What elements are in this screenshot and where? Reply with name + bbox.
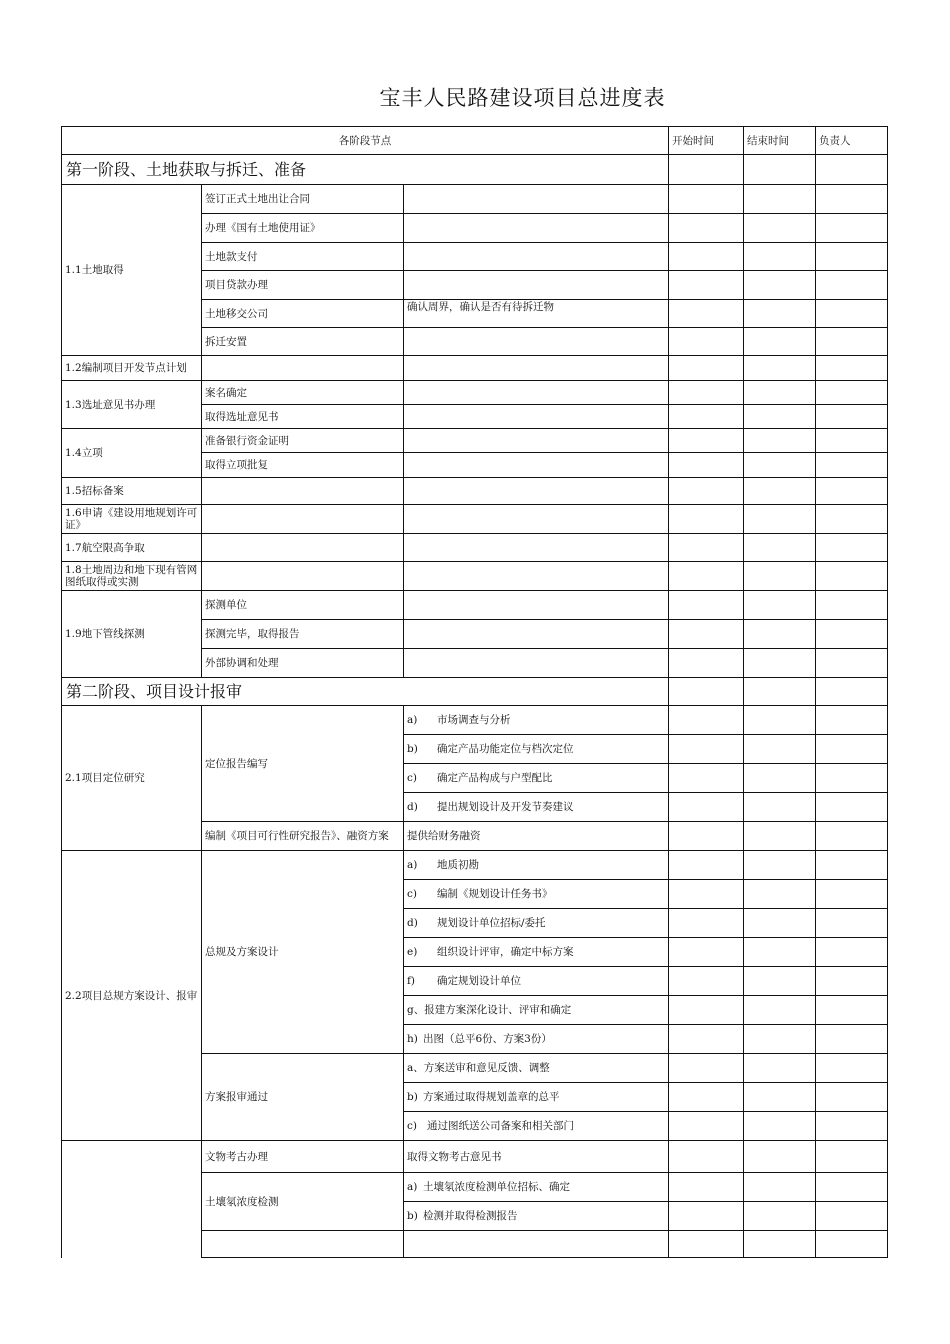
table-row — [62, 562, 888, 591]
page-title: 宝丰人民路建设项目总进度表 — [379, 86, 666, 110]
task-item: 提供给财务融资 — [404, 822, 669, 851]
task-item: f) 确定规划设计单位 — [404, 967, 669, 996]
table-row — [62, 381, 888, 405]
table-row — [62, 534, 888, 562]
header-node: 各阶段节点 — [62, 127, 669, 155]
header-end: 结束时间 — [744, 127, 816, 155]
task-label: 探测单位 — [202, 591, 404, 620]
task-item: a) 地质初勘 — [404, 851, 669, 880]
section-label: 2.1项目定位研究 — [62, 706, 202, 851]
section-label: 1.3选址意见书办理 — [62, 381, 202, 429]
task-item: g、报建方案深化设计、评审和确定 — [404, 996, 669, 1025]
task-label: 拆迁安置 — [202, 328, 404, 356]
section-label: 1.7航空限高争取 — [62, 534, 202, 562]
task-item: d) 规划设计单位招标/委托 — [404, 909, 669, 938]
sub-section-label: 总规及方案设计 — [202, 851, 404, 1054]
section-label — [62, 1141, 202, 1258]
table-row — [62, 356, 888, 381]
section-label: 1.6申请《建设用地规划许可证》 — [62, 505, 202, 534]
task-label: 取得立项批复 — [202, 453, 404, 478]
task-item: b) 方案通过取得规划盖章的总平 — [404, 1083, 669, 1112]
header-owner: 负责人 — [816, 127, 888, 155]
stage-title: 第二阶段、项目设计报审 — [62, 678, 669, 706]
task-label: 取得选址意见书 — [202, 405, 404, 429]
task-label: 准备银行资金证明 — [202, 429, 404, 453]
task-item: b) 检测并取得检测报告 — [404, 1202, 669, 1231]
section-label: 1.9地下管线探测 — [62, 591, 202, 678]
schedule-table — [61, 126, 888, 1258]
task-label: 土地移交公司 — [202, 300, 404, 328]
table-row — [62, 706, 888, 735]
task-item: e) 组织设计评审，确定中标方案 — [404, 938, 669, 967]
section-label: 1.8土地周边和地下现有管网图纸取得或实测 — [62, 562, 202, 591]
task-label: 项目贷款办理 — [202, 271, 404, 300]
task-item: d) 提出规划设计及开发节奏建议 — [404, 793, 669, 822]
task-item: b) 确定产品功能定位与档次定位 — [404, 735, 669, 764]
stage-title: 第一阶段、土地获取与拆迁、准备 — [62, 155, 669, 185]
table-row — [62, 1141, 888, 1173]
task-label: 土地款支付 — [202, 243, 404, 271]
task-label: 办理《国有土地使用证》 — [202, 214, 404, 243]
table-row — [62, 185, 888, 214]
section-label: 1.5招标备案 — [62, 478, 202, 505]
task-item: a) 市场调查与分析 — [404, 706, 669, 735]
task-label: 探测完毕，取得报告 — [202, 620, 404, 649]
sub-section-label: 土壤氡浓度检测 — [202, 1173, 404, 1231]
task-item: a) 土壤氡浓度检测单位招标、确定 — [404, 1173, 669, 1202]
task-label: 案名确定 — [202, 381, 404, 405]
section-label: 1.4立项 — [62, 429, 202, 478]
section-label: 1.1土地取得 — [62, 185, 202, 356]
task-note: 确认周界，确认是否有待拆迁物 — [404, 300, 669, 328]
sub-section-label: 定位报告编写 — [202, 706, 404, 822]
stage-row — [62, 678, 888, 706]
table-row — [62, 591, 888, 620]
sub-section-label: 编制《项目可行性研究报告》、融资方案 — [202, 822, 404, 851]
task-item: a、方案送审和意见反馈、调整 — [404, 1054, 669, 1083]
task-label: 签订正式土地出让合同 — [202, 185, 404, 214]
section-label: 2.2项目总规方案设计、报审 — [62, 851, 202, 1141]
table-row — [62, 429, 888, 453]
sub-section-label: 方案报审通过 — [202, 1054, 404, 1141]
header-start: 开始时间 — [669, 127, 744, 155]
task-item: h) 出图（总平6份、方案3份） — [404, 1025, 669, 1054]
section-label: 1.2编制项目开发节点计划 — [62, 356, 202, 381]
stage-row — [62, 155, 888, 185]
task-item: 取得文物考古意见书 — [404, 1141, 669, 1173]
table-row — [62, 505, 888, 534]
task-label: 外部协调和处理 — [202, 649, 404, 678]
table-row — [62, 851, 888, 880]
header-row — [62, 127, 888, 155]
table-row — [62, 478, 888, 505]
task-item: c) 编制《规划设计任务书》 — [404, 880, 669, 909]
task-item: c) 确定产品构成与户型配比 — [404, 764, 669, 793]
sub-section-label: 文物考古办理 — [202, 1141, 404, 1173]
task-item: c) 通过图纸送公司备案和相关部门 — [404, 1112, 669, 1141]
